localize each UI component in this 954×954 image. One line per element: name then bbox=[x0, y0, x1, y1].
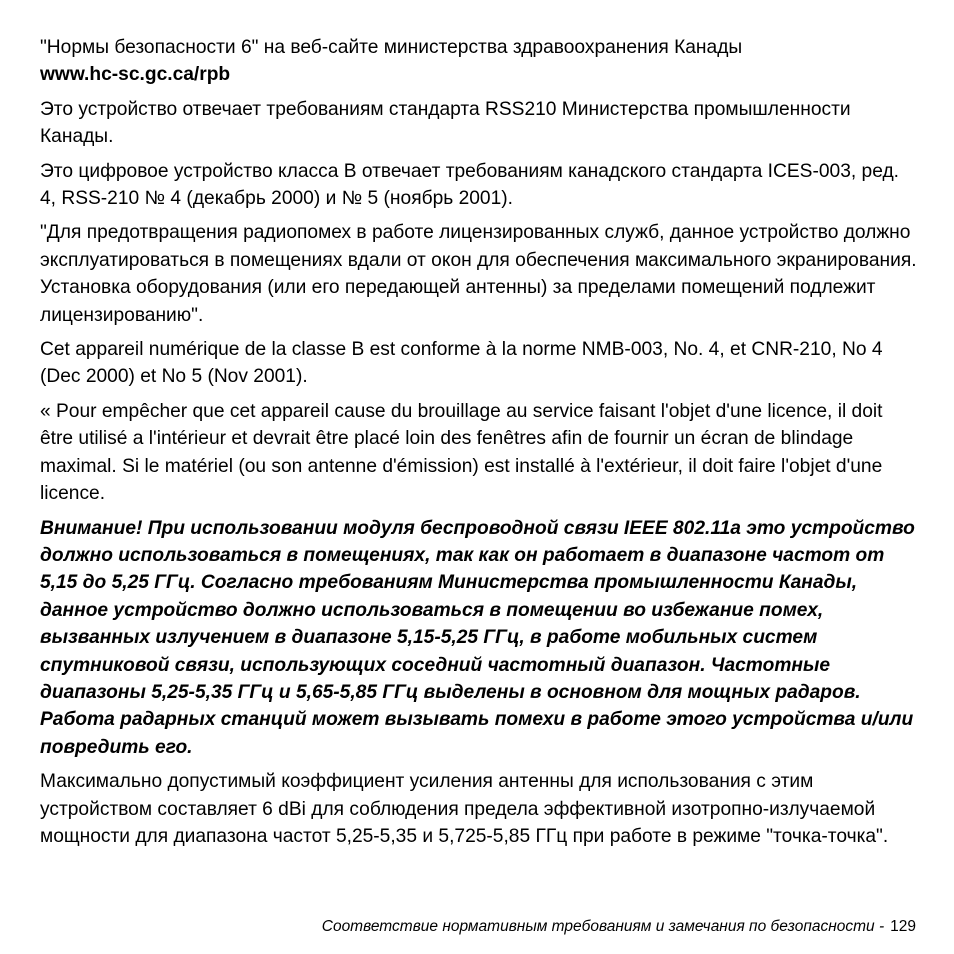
paragraph-licence-fr: « Pour empêcher que cet appareil cause du brouillage au service faisant l'objet d'une licence, il doit être utilisé a l'intérieur et devrait être placé loin des fenêtres afin de fournir un écran de blindage maximal. Si le matériel (ou son antenne d'émission) est installé à l'extérieur, il doit faire l'objet d'une licence. bbox=[40, 400, 883, 505]
health-canada-url[interactable]: www.hc-sc.gc.ca/rpb bbox=[40, 64, 231, 86]
footer-section-title: Соответствие нормативным требованиям и замечания по безопасности - bbox=[321, 918, 885, 935]
paragraph-ices003: Это цифровое устройство класса B отвечает требованиям канадского стандарта ICES-003, ред. 4, RSS-210 № 4 (декабрь 2000) и № 5 (ноябрь 2001). bbox=[40, 160, 899, 210]
paragraph-licensing-ru: "Для предотвращения радиопомех в работе лицензированных служб, данное устройство должно эксплуатироваться в помещениях вдали от окон для обеспечения максимального экранирования. Установка оборудования (или его передающей антенны) за пределами помещений подлежит лицензированию". bbox=[40, 222, 917, 326]
page-number: 129 bbox=[890, 918, 916, 935]
intro-paragraph bbox=[40, 34, 920, 89]
warning-paragraph: Внимание! При использовании модуля беспроводной связи IEEE 802.11a это устройство должно использоваться в помещениях, так как он работает в диапазоне частот от 5,15 до 5,25 ГГц. Согласно требованиям Министерства промышленности Канады, данное устройство должно использоваться в помещении во избежание помех, вызванных излучением в диапазоне 5,15-5,25 ГГц, в работе мобильных систем спутниковой связи, использующих соседний частотный диапазон. Частотные диапазоны 5,25-5,35 ГГц и 5,65-5,85 ГГц выделены в основном для мощных радаров. Работа радарных станций может вызывать помехи в работе этого устройства и/или повредить его. bbox=[40, 517, 915, 758]
paragraph-rss210: Это устройство отвечает требованиям стандарта RSS210 Министерства промышленности Канады. bbox=[40, 98, 851, 148]
document-body bbox=[40, 34, 920, 850]
paragraph-nmb003-fr: Cet appareil numérique de la classe B est conforme à la norme NMB-003, No. 4, et CNR-210, No 4 (Dec 2000) et No 5 (Nov 2001). bbox=[40, 339, 883, 388]
page-footer bbox=[322, 918, 916, 936]
intro-text: "Нормы безопасности 6" на веб-сайте министерства здравоохранения Канады bbox=[40, 37, 743, 58]
paragraph-antenna-gain: Максимально допустимый коэффициент усиления антенны для использования с этим устройством составляет 6 dBi для соблюдения предела эффективной изотропно-излучаемой мощности для диапазона частот 5,25-5,35 и 5,725-5,85 ГГц при работе в режиме "точка-точка". bbox=[40, 771, 889, 847]
